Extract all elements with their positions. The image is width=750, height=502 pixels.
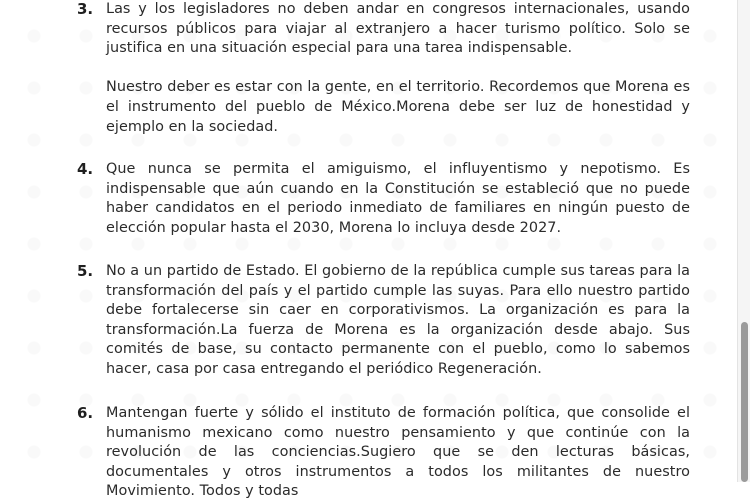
- scrollbar-thumb[interactable]: [741, 322, 748, 482]
- item-number: 3.: [77, 0, 94, 18]
- list-item-4: [77, 160, 690, 238]
- item-number: 5.: [77, 262, 94, 280]
- list-item-6: [77, 404, 690, 502]
- item-paragraph: Mantengan fuerte y sólido el instituto de formación política, que consolide el humanismo mexicano como nuestro pensamiento y que continúe con la revolución de las conciencias.Sugiero que se den lecturas básicas, documentales y otros instrumentos a todos los militantes de nuestro Movimiento. Todos y todas: [106, 405, 690, 500]
- item-number: 4.: [77, 160, 94, 178]
- list-item-5: [77, 262, 690, 380]
- item-number: 6.: [77, 404, 94, 422]
- item-paragraph: Nuestro deber es estar con la gente, en el territorio. Recordemos que Morena es el instrumento del pueblo de México.Morena debe ser luz de honestidad y ejemplo en la sociedad.: [106, 79, 690, 135]
- item-paragraph: Las y los legisladores no deben andar en congresos internacionales, usando recursos públicos para viajar al extranjero a hacer turismo político. Solo se justifica en una situación especial para una tarea indispensable.: [106, 1, 690, 57]
- item-paragraph: No a un partido de Estado. El gobierno de la república cumple sus tareas para la transformación del país y el partido cumple las suyas. Para ello nuestro partido debe fortalecerse sin caer en corporativismos. La organización es para la transformación.La fuerza de Morena es la organización desde abajo. Sus comités de base, su contacto permanente con el pueblo, como lo sabemos hacer, casa por casa entregando el periódico Regeneración.: [106, 263, 690, 377]
- item-paragraph: Que nunca se permita el amiguismo, el influyentismo y nepotismo. Es indispensable que aún cuando en la Constitución se estableció que no puede haber candidatos en el periodo inmediato de familiares en ningún puesto de elección popular hasta el 2030, Morena lo incluya desde 2027.: [106, 161, 690, 236]
- vertical-scrollbar[interactable]: [737, 0, 750, 482]
- list-item-3: [77, 0, 690, 137]
